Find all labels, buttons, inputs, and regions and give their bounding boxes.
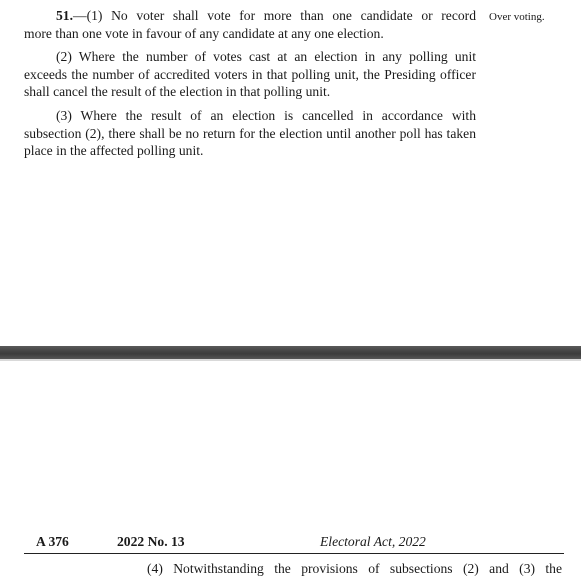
subsection-1-rest: more than one vote in favour of any candidate at any one election. — [24, 25, 384, 41]
page-divider — [0, 346, 581, 359]
header-rule — [24, 553, 564, 554]
subsection-3-first-line: (3) Where the result of an election is cancelled in accordance with — [56, 108, 476, 123]
page-number: A 376 — [36, 534, 69, 549]
subsection-2-rest: exceeds the number of accredited voters in that polling unit, the Presiding officer shall cancel the result of the election in that polling unit. — [24, 66, 476, 99]
act-title: Electoral Act, 2022 — [320, 534, 426, 549]
running-header — [0, 534, 581, 552]
gazette-year-number: 2022 No. 13 — [117, 534, 185, 549]
section-dash: — — [73, 8, 87, 23]
subsection-2-first-line: (2) Where the number of votes cast at an election in any polling unit — [56, 49, 476, 64]
section-51-subsection-2 — [24, 48, 476, 101]
subsection-1-lead: (1) No voter shall vote for more than one candidate or record — [86, 8, 476, 23]
section-51-subsection-1 — [24, 7, 476, 42]
section-51-subsection-3 — [24, 107, 476, 160]
subsection-1-first-line — [24, 7, 476, 25]
section-51-subsection-4: (4) Notwithstanding the provisions of subsections (2) and (3) the — [147, 561, 562, 576]
marginal-note: Over voting. — [489, 11, 545, 23]
section-number: 51. — [56, 8, 73, 23]
subsection-3-rest: subsection (2), there shall be no return for the election until another poll has taken place in the affected polling unit. — [24, 125, 476, 158]
